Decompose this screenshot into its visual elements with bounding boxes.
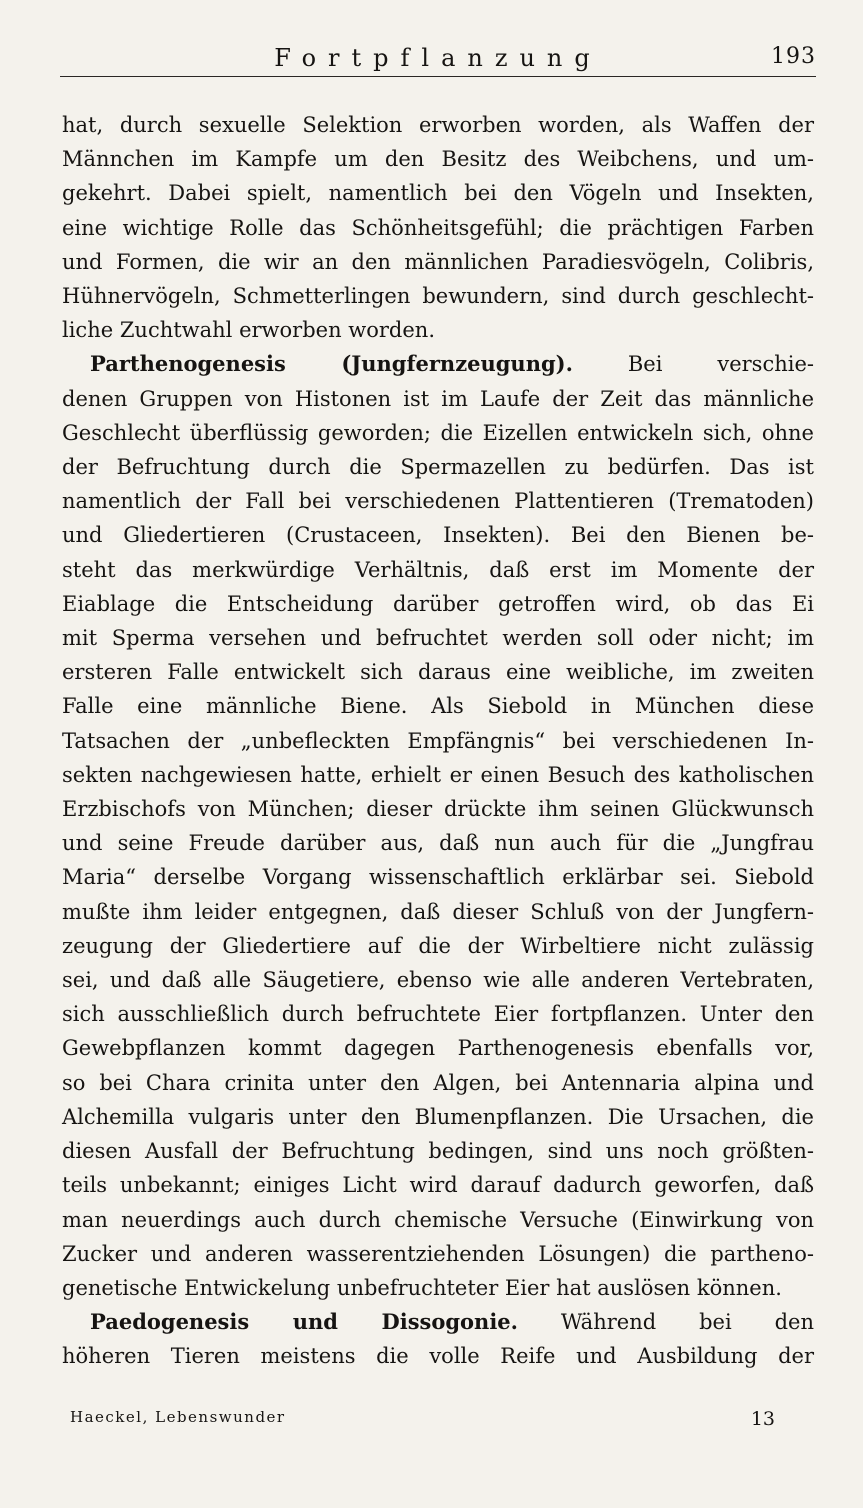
page-header: [60, 40, 816, 77]
running-title: Fortpflanzung: [274, 44, 602, 72]
page-number: 193: [771, 44, 816, 69]
section-first-line-rest: Während bei den: [560, 1310, 814, 1335]
text-line: Alchemilla vulgaris unter den Blumenpflanzen. Die Ursachen, die: [62, 1104, 814, 1129]
text-line: man neuerdings auch durch chemische Versuche (Einwirkung von: [62, 1207, 814, 1232]
text-line: steht das merkwürdige Verhältnis, daß erst im Momente der: [62, 557, 814, 582]
text-line: und Gliedertieren (Crustaceen, Insekten). Bei den Bienen be-: [62, 523, 814, 548]
text-line: höheren Tieren meistens die volle Reife und Ausbildung der: [62, 1344, 814, 1369]
text-line: mußte ihm leider entgegnen, daß dieser Schluß von der Jungfern-: [62, 899, 814, 924]
text-line: der Befruchtung durch die Spermazellen zu bedürfen. Das ist: [62, 455, 814, 480]
text-line: eine wichtige Rolle das Schönheitsgefühl; die prächtigen Farben: [62, 215, 814, 240]
body-text: [62, 108, 814, 1374]
text-line: genetische Entwickelung unbefruchteter Eier hat auslösen können.: [62, 1275, 782, 1300]
text-line: Hühnervögeln, Schmetterlingen bewundern, sind durch geschlecht-: [62, 284, 814, 309]
text-line: hat, durch sexuelle Selektion erworben worden, als Waffen der: [62, 113, 814, 137]
text-line: sei, und daß alle Säugetiere, ebenso wie alle anderen Vertebraten,: [62, 968, 814, 993]
text-line: mit Sperma versehen und befruchtet werden soll oder nicht; im: [62, 626, 814, 651]
text-line: liche Zuchtwahl erworben worden.: [62, 318, 435, 343]
text-line: Erzbischofs von München; dieser drückte ihm seinen Glückwunsch: [62, 797, 814, 822]
text-line: Eiablage die Entscheidung darüber getroffen wird, ob das Ei: [62, 591, 814, 616]
text-line: diesen Ausfall der Befruchtung bedingen, sind uns noch größten-: [62, 1139, 814, 1164]
text-line: Männchen im Kampfe um den Besitz des Weibchens, und um-: [62, 147, 814, 172]
section-heading-paedogenesis: Paedogenesis und Dissogonie.: [90, 1309, 518, 1335]
text-line: und seine Freude darüber aus, daß nun auch für die „Jungfrau: [62, 831, 814, 856]
text-line: Maria“ derselbe Vorgang wissenschaftlich erklärbar sei. Siebold: [62, 865, 814, 890]
text-line: denen Gruppen von Histonen ist im Laufe der Zeit das männliche: [62, 386, 814, 411]
text-line: so bei Chara crinita unter den Algen, bei Antennaria alpina und: [62, 1070, 814, 1095]
section-first-line-rest: Bei verschie-: [627, 352, 814, 377]
text-line: namentlich der Fall bei verschiedenen Plattentieren (Trematoden): [62, 489, 814, 514]
section-heading-parthenogenesis: Parthenogenesis (Jungfernzeugung).: [90, 351, 573, 377]
text-line: zeugung der Gliedertiere auf die der Wirbeltiere nicht zulässig: [62, 933, 814, 958]
text-line: Falle eine männliche Biene. Als Siebold in München diese: [62, 694, 814, 719]
text-line: und Formen, die wir an den männlichen Paradiesvögeln, Colibris,: [62, 249, 814, 274]
text-line: Gewebpflanzen kommt dagegen Parthenogenesis ebenfalls vor,: [62, 1036, 814, 1061]
section-first-line: [62, 347, 814, 381]
text-line: teils unbekannt; einiges Licht wird darauf dadurch geworfen, daß: [62, 1173, 814, 1198]
text-line: Geschlecht überflüssig geworden; die Eizellen entwickeln sich, ohne: [62, 420, 814, 445]
text-line: sekten nachgewiesen hatte, erhielt er einen Besuch des katholischen: [62, 762, 814, 787]
text-line: ersteren Falle entwickelt sich daraus eine weibliche, im zweiten: [62, 660, 814, 685]
text-line: Tatsachen der „unbefleckten Empfängnis“ bei verschiedenen In-: [62, 728, 814, 753]
printer-signature: Haeckel, Lebenswunder: [70, 1408, 286, 1426]
text-line: gekehrt. Dabei spielt, namentlich bei den Vögeln und Insekten,: [62, 181, 814, 206]
signature-mark: 13: [750, 1408, 775, 1430]
text-line: sich ausschließlich durch befruchtete Eier fortpflanzen. Unter den: [62, 1002, 814, 1027]
section-first-line: [62, 1305, 814, 1339]
text-line: Zucker und anderen wasserentziehenden Lösungen) die partheno-: [62, 1241, 814, 1266]
page-footer: [70, 1408, 805, 1436]
